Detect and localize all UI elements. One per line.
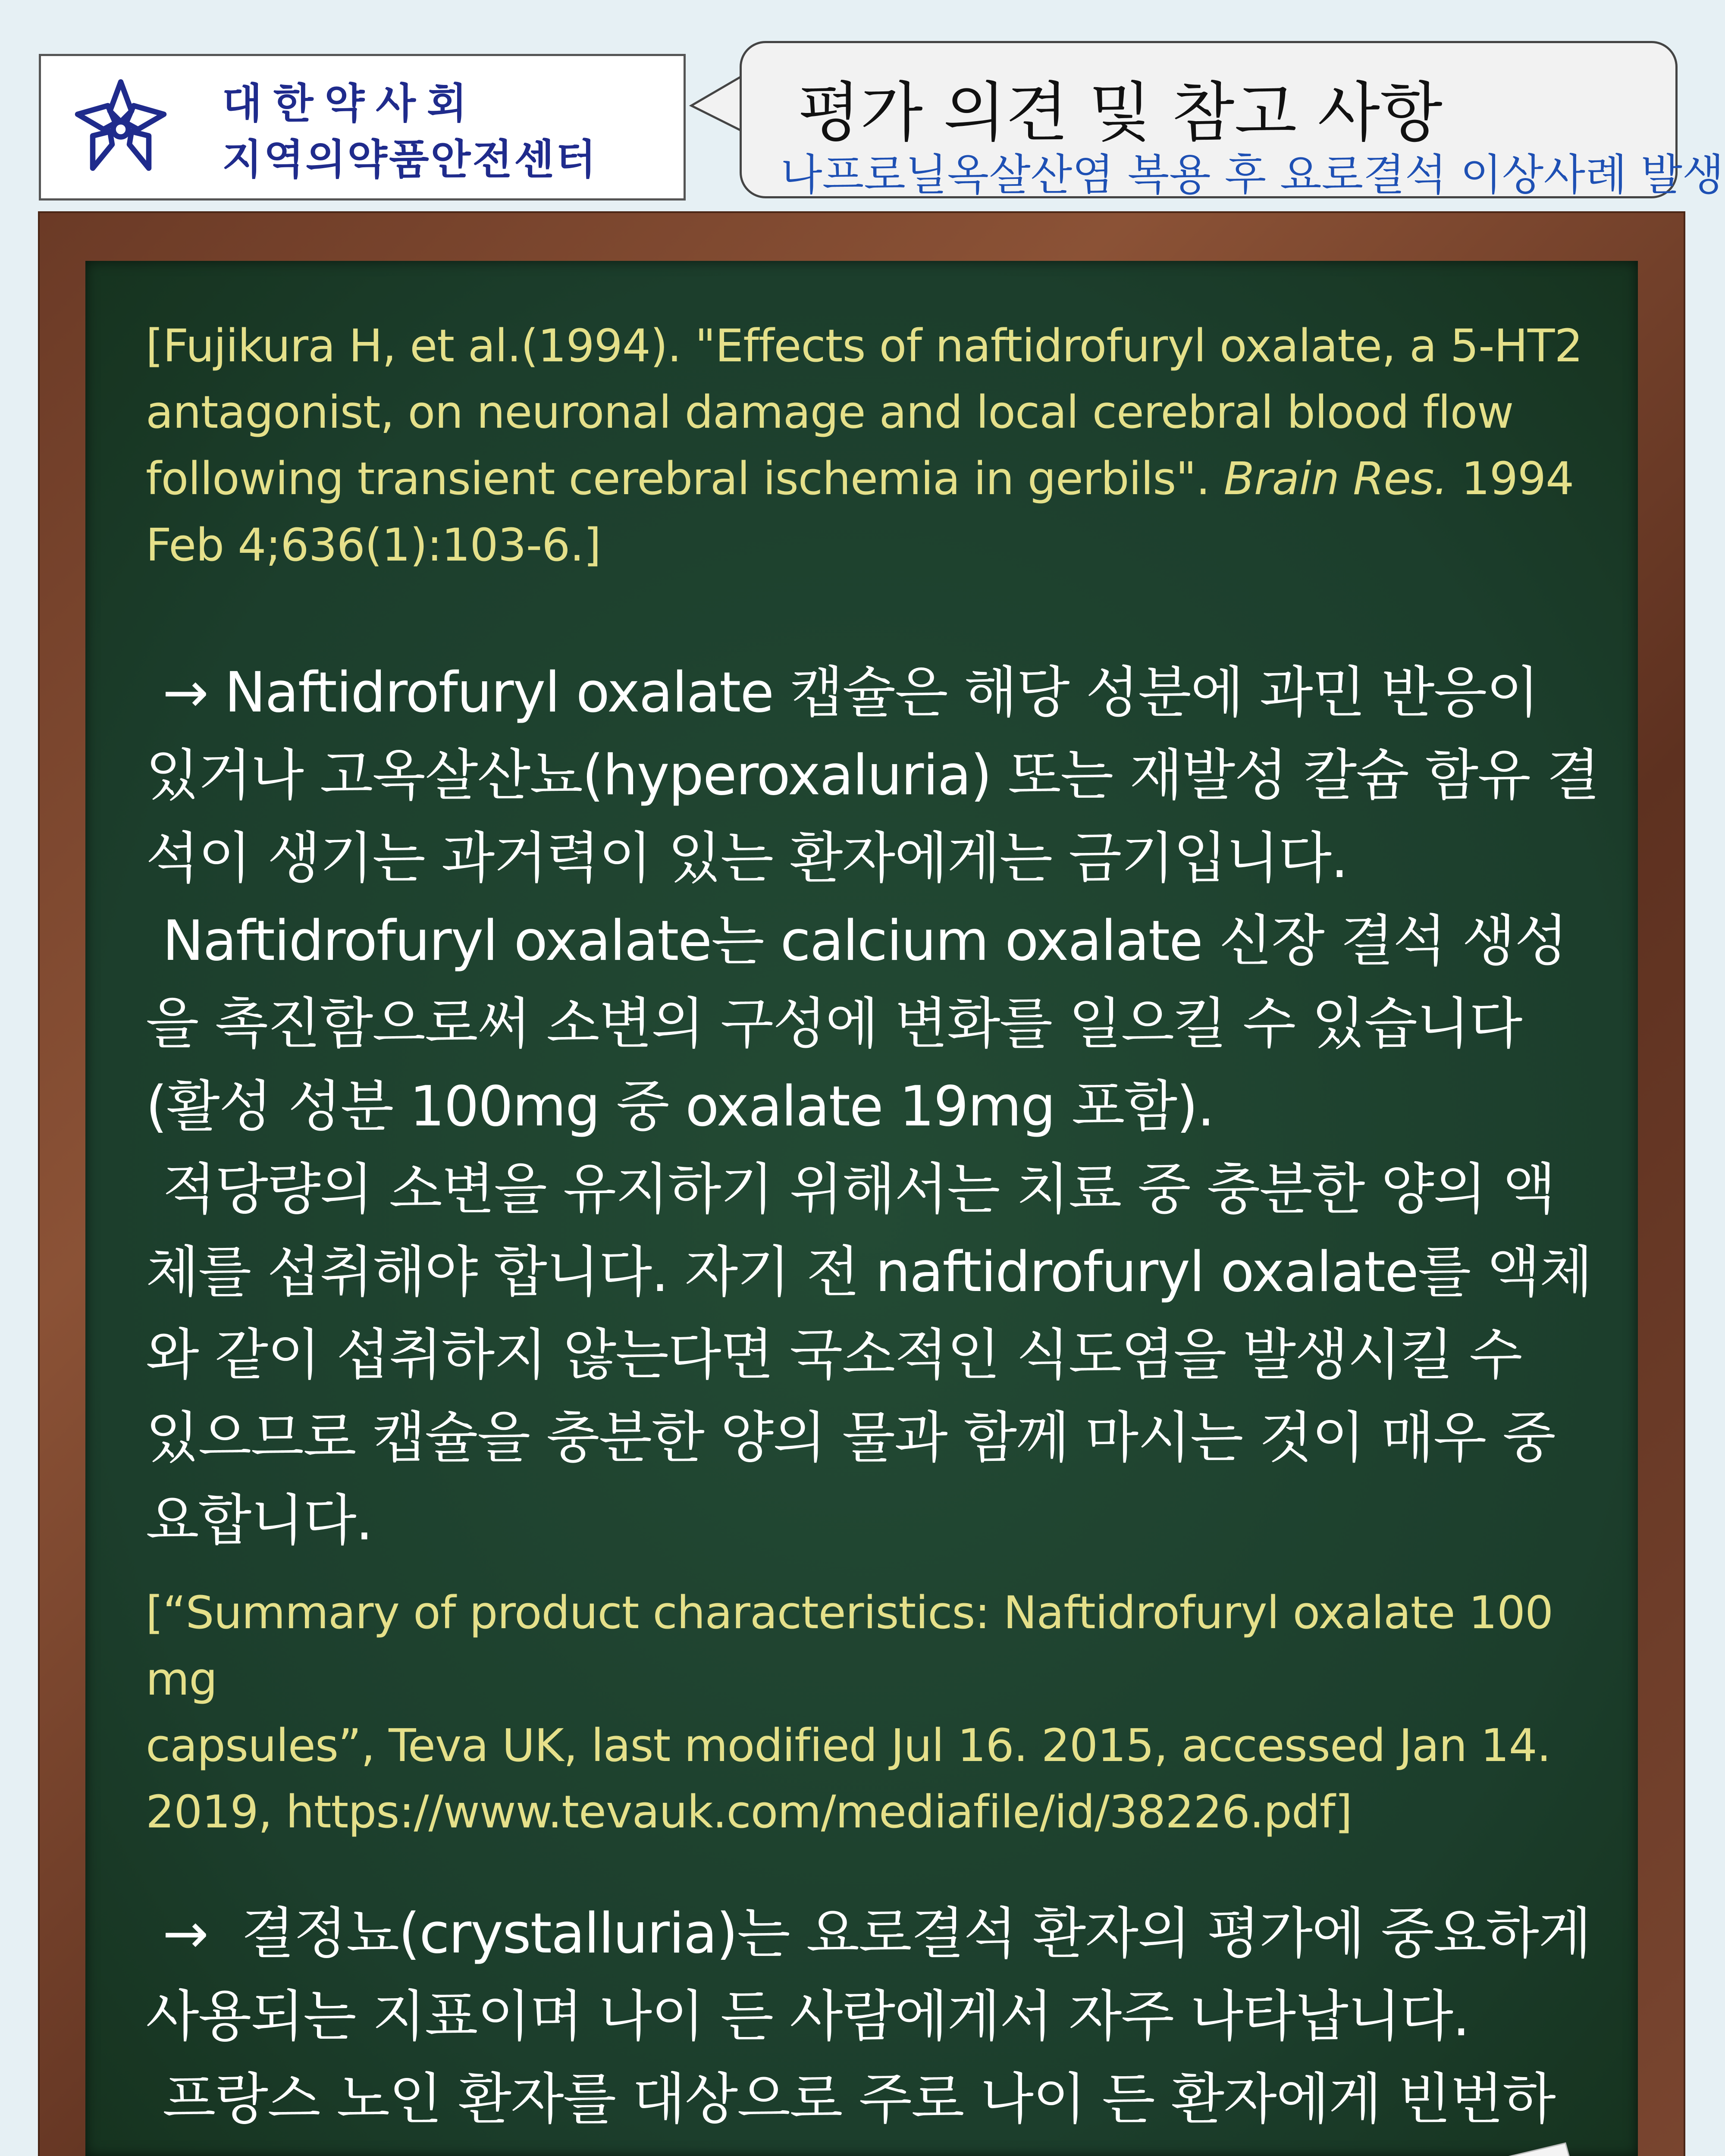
- org-name-line1: 대한약사회: [222, 79, 478, 128]
- text-line: 을 촉진함으로써 소변의 구성에 변화를 일으킬 수 있습니다: [146, 992, 1522, 1056]
- text-line: → Naftidrofuryl oxalate 캡슐은 해당 성분에 과민 반응이: [146, 661, 1539, 725]
- ref1-journal: Brain Res.: [1223, 452, 1448, 505]
- ref1-line3b: 1994: [1447, 452, 1574, 505]
- flower-emblem-icon: [67, 73, 175, 181]
- text-line: 사용되는 지표이며 나이 든 사람에게서 자주 나타납니다.: [146, 1984, 1469, 2049]
- chalkboard-frame: [38, 211, 1685, 2156]
- chalkboard: [85, 261, 1638, 2156]
- ref2-line: 2019, https://www.tevauk.com/mediafile/id/38226.pdf]: [146, 1786, 1352, 1838]
- text-line: 있으므로 캡슐을 충분한 양의 물과 함께 마시는 것이 매우 중: [146, 1406, 1555, 1470]
- text-line: 석이 생기는 과거력이 있는 환자에게는 금기입니다.: [146, 826, 1348, 890]
- title-bubble: [740, 41, 1724, 200]
- paragraph-2: [146, 1893, 1621, 2141]
- text-line: 있거나 고옥살산뇨(hyperoxaluria) 또는 재발성 칼슘 함유 결: [146, 743, 1600, 808]
- chalk-icon: [1466, 2126, 1578, 2156]
- board-content: [146, 313, 1621, 2141]
- page-subtitle: 나프로닐옥살산염 복용 후 요로결석 이상사례 발생: [781, 150, 1724, 200]
- org-name-line2: 지역의약품안전센터: [222, 135, 598, 184]
- org-name: [222, 75, 598, 188]
- text-line: 와 같이 섭취하지 않는다면 국소적인 식도염을 발생시킬 수: [146, 1323, 1522, 1387]
- reference-1: [146, 313, 1621, 578]
- text-line: 적당량의 소변을 유지하기 위해서는 치료 중 충분한 양의 액: [146, 1157, 1555, 1222]
- ref1-line1: [Fujikura H, et al.(1994). "Effects of naftidrofuryl oxalate, a 5-HT2: [146, 320, 1583, 372]
- paragraph-1: [146, 652, 1621, 1562]
- ref2-line: capsules”, Teva UK, last modified Jul 16. 2015, accessed Jan 14.: [146, 1719, 1551, 1772]
- bubble-tail: [689, 73, 745, 134]
- ref1-line4: Feb 4;636(1):103-6.]: [146, 519, 601, 571]
- text-line: → 결정뇨(crystalluria)는 요로결석 환자의 평가에 중요하게: [146, 1902, 1591, 1966]
- ref1-line2: antagonist, on neuronal damage and local cerebral blood flow: [146, 386, 1514, 439]
- text-line: Naftidrofuryl oxalate는 calcium oxalate 신장 결석 생성: [146, 909, 1567, 973]
- reference-2: [146, 1579, 1621, 1845]
- org-logo-box: [39, 54, 686, 201]
- text-line: 요합니다.: [146, 1489, 373, 1553]
- text-line: 프랑스 노인 환자를 대상으로 주로 나이 든 환자에게 빈번하: [146, 2067, 1555, 2131]
- text-line: 체를 섭취해야 합니다. 자기 전 naftidrofuryl oxalate를 액체: [146, 1240, 1592, 1304]
- text-line: (활성 성분 100mg 중 oxalate 19mg 포함).: [146, 1075, 1214, 1139]
- ref2-line: [“Summary of product characteristics: Naftidrofuryl oxalate 100 mg: [146, 1586, 1567, 1705]
- page-title: 평가 의견 및 참고 사항: [798, 75, 1443, 150]
- ref1-line3a: following transient cerebral ischemia in gerbils".: [146, 452, 1224, 505]
